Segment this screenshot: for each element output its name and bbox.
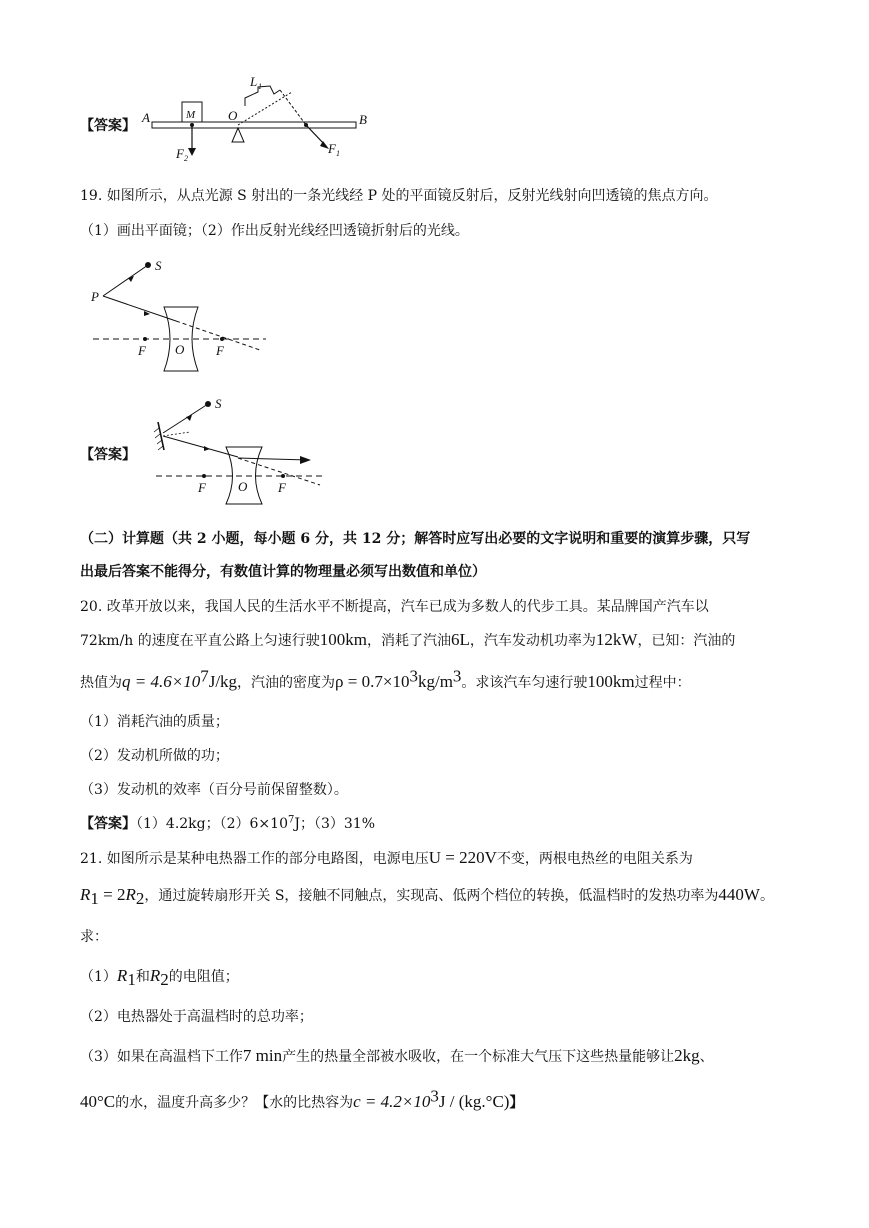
q19-line1: 19. 如图所示，从点光源 S 射出的一条光线经 P 处的平面镜反射后，反射光线射向凹透镜的焦点方向。	[80, 188, 718, 204]
q21-line3: 求：	[80, 929, 108, 945]
mirror-hatch-3	[157, 440, 162, 444]
q20-line2: 72km/h 的速度在平直公路上匀速行驶100km，消耗了汽油6L，汽车发动机功率为12kW，已知：汽油的	[80, 630, 736, 649]
label-S: S	[155, 258, 162, 273]
mirror-hatch-4	[158, 446, 163, 450]
force-F2-arrowhead	[188, 148, 196, 156]
lens-answer-diagram	[148, 392, 328, 502]
q20-sub1: （1）消耗汽油的质量；	[80, 714, 229, 730]
arm-L1-bracket	[245, 86, 280, 106]
label-F2: F	[176, 146, 184, 161]
fulcrum	[232, 128, 244, 142]
label-O-lens: O	[238, 479, 248, 494]
mirror-hatch-1	[154, 428, 159, 432]
lens-question-diagram	[88, 255, 278, 375]
mirror-hatch-2	[155, 434, 160, 438]
q21-line2: $R_1 = 2R_2$，通过旋转扇形开关 S，接触不同触点，实现高、低两个档位的转换，低温档时的发热功率为440W。	[80, 885, 774, 908]
q20-sub2: （2）发动机所做的功；	[80, 748, 229, 764]
answer-label: 【答案】	[80, 118, 136, 134]
q20-line1: 20. 改革开放以来，我国人民的生活水平不断提高，汽车已成为多数人的代步工具。某品牌国产汽车以	[80, 599, 709, 615]
label-B: B	[359, 112, 367, 127]
label-F-right: F	[216, 343, 224, 358]
force-F1-extension	[280, 90, 306, 125]
q20-answer: 【答案】（1）4.2kg；$(2)6\times 10^7J$；（3）31%	[80, 814, 375, 832]
focus-right	[281, 474, 285, 478]
incident-ray	[163, 404, 208, 433]
label-L1-sub: 1	[258, 82, 262, 91]
q21-line1: 21. 如图所示是某种电热器工作的部分电路图，电源电压U = 220V不变，两根电热丝的电阻关系为	[80, 848, 693, 867]
refracted-ray-arrowhead	[300, 456, 311, 464]
label-F-left: F	[198, 480, 206, 495]
lever-bar	[152, 122, 356, 128]
label-S: S	[215, 396, 222, 411]
label-F-right: F	[278, 480, 286, 495]
label-F1-sub: 1	[336, 149, 340, 158]
lever-diagram	[140, 72, 380, 167]
label-M: M	[186, 109, 196, 121]
label-O-lens: O	[175, 342, 185, 357]
incident-ray	[103, 265, 148, 296]
q21-sub3-line1: （3）如果在高温档下工作7 min产生的热量全部被水吸收，在一个标准大气压下这些热量能够让2kg、	[80, 1046, 714, 1065]
label-F-left: F	[138, 343, 146, 358]
label-F2-sub: 2	[184, 154, 188, 163]
label-F1: F	[328, 141, 336, 156]
focus-left	[143, 337, 147, 341]
q19-line2: （1）画出平面镜；（2）作出反射光线经凹透镜折射后的光线。	[80, 223, 469, 239]
label-P: P	[91, 289, 99, 304]
label-A: A	[142, 110, 150, 125]
focus-left	[202, 474, 206, 478]
q21-sub3-line2: 40°C的水，温度升高多少？【水的比热容为$c = 4.2\times 10^3J / (kg.^\circ C)$】	[80, 1086, 524, 1111]
label-O: O	[228, 108, 238, 123]
focus-right	[220, 337, 224, 341]
q21-sub1: $(1)R_1$和$R_2$的电阻值；	[80, 966, 239, 989]
section2-line1: （二）计算题（共 2 小题，每小题 6 分，共 12 分；解答时应写出必要的文字说明和重要的演算步骤，只写	[80, 531, 751, 547]
q20-sub3: （3）发动机的效率（百分号前保留整数）。	[80, 782, 348, 798]
section2-line2: 出最后答案不能得分，有数值计算的物理量必须写出数值和单位）	[80, 564, 486, 580]
mirror-normal	[163, 432, 190, 436]
concave-lens	[164, 307, 198, 371]
label-L1: L	[250, 74, 258, 89]
q20-line3: 热值为$q = 4.6\times 10^7J/kg$，汽油的密度为$\rho = 0.7\times 10^3kg/m^3$。求该汽车匀速行驶100km过程中：	[80, 666, 691, 691]
q21-sub2: （2）电热器处于高温档时的总功率；	[80, 1009, 313, 1025]
refracted-ray	[238, 458, 308, 460]
answer-label-19: 【答案】	[80, 447, 136, 463]
